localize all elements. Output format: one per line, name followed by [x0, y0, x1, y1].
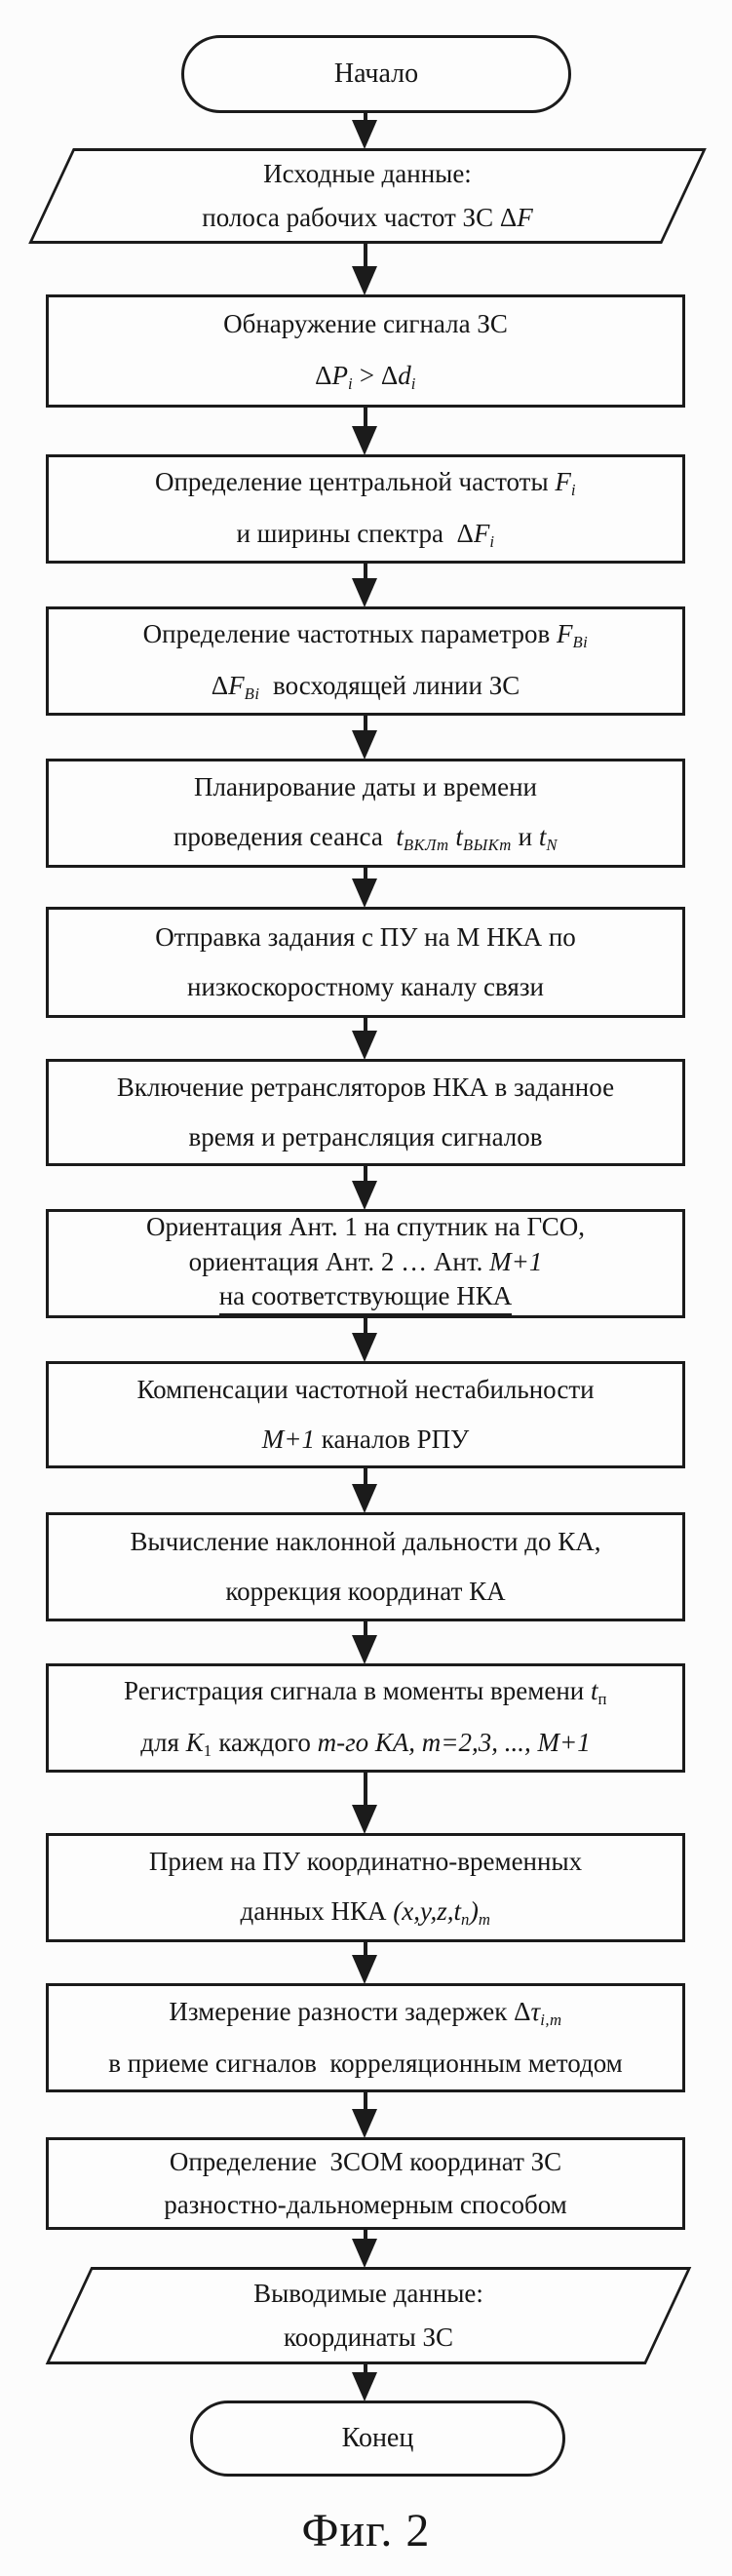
text-line: разностно-дальномерным способом — [164, 2189, 567, 2219]
arrowhead-icon — [352, 1031, 377, 1060]
text-line: проведения сеанса tВКЛm tВЫКm и tN — [173, 822, 559, 855]
arrowhead-icon — [352, 1484, 377, 1513]
text-line: Включение ретрансляторов НКА в заданное — [116, 1072, 615, 1102]
uplink-freq-process — [46, 606, 685, 716]
freq-compensation-process — [46, 1361, 685, 1468]
text-line: Отправка задания с ПУ на М НКА по — [155, 921, 576, 952]
text-line: низкоскоростному каналу связи — [187, 972, 544, 1001]
text-line: ориентация Ант. 2 … Ант. М+1 — [188, 1246, 543, 1276]
text-line: в приеме сигналов корреляционным методом — [108, 2048, 623, 2078]
delay-difference-process — [46, 1983, 685, 2092]
slant-range-process — [46, 1512, 685, 1621]
text-line: Обнаружение сигнала ЗС — [223, 309, 508, 339]
text-line: ΔFВi восходящей линии ЗС — [211, 671, 520, 704]
text-line: Ориентация Ант. 1 на спутник на ГСО, — [146, 1211, 585, 1241]
text-line: Выводимые данные: — [253, 2278, 483, 2308]
end-terminator — [190, 2400, 565, 2477]
session-planning-process — [46, 759, 685, 868]
text-line: для K1 каждого m-го КА, m=2,3, ..., М+1 — [140, 1728, 591, 1761]
center-freq-process — [46, 454, 685, 564]
arrowhead-icon — [352, 120, 377, 149]
arrowhead-icon — [352, 1805, 377, 1834]
arrowhead-icon — [352, 2372, 377, 2401]
task-upload-process — [46, 907, 685, 1018]
data-reception-process — [46, 1833, 685, 1942]
arrowhead-icon — [352, 1635, 377, 1664]
arrowhead-icon — [352, 426, 377, 455]
text-line: Конец — [341, 2422, 414, 2453]
text-line: Начало — [333, 58, 419, 89]
text-line: ΔPi > Δdi — [315, 361, 416, 394]
text-line: время и ретрансляция сигналов — [188, 1122, 543, 1151]
signal-recording-process — [46, 1663, 685, 1773]
text-line: Исходные данные: — [263, 158, 472, 188]
arrowhead-icon — [352, 2109, 377, 2138]
flow-arrow — [364, 1773, 367, 1808]
start-terminator — [181, 35, 571, 113]
text-line: Определение ЗСОМ координат ЗС — [169, 2147, 562, 2177]
antenna-orientation-process — [46, 1209, 685, 1318]
text-line: данных НКА (x,y,z,tn)m — [240, 1896, 491, 1930]
arrowhead-icon — [352, 1333, 377, 1362]
arrowhead-icon — [352, 1181, 377, 1210]
arrowhead-icon — [352, 878, 377, 908]
text-line: М+1 каналов РПУ — [261, 1425, 470, 1454]
text-line: и ширины спектра ΔFi — [236, 519, 495, 552]
text-line: Определение центральной частоты Fi — [154, 467, 577, 500]
repeater-on-process — [46, 1059, 685, 1166]
arrowhead-icon — [352, 2239, 377, 2268]
arrowhead-icon — [352, 266, 377, 295]
detect-signal-process — [46, 294, 685, 408]
text-line: Прием на ПУ координатно-временных — [148, 1847, 583, 1877]
text-line: Измерение разности задержек Δτi,m — [169, 1997, 562, 2030]
text-line: Планирование даты и времени — [194, 772, 537, 802]
text-line: Регистрация сигнала в моменты времени tп — [124, 1676, 607, 1709]
arrowhead-icon — [352, 730, 377, 760]
coordinates-determination-process — [46, 2137, 685, 2230]
text-line: Определение частотных параметров FВi — [142, 619, 589, 652]
text-line: Вычисление наклонной дальности до КА, — [130, 1526, 601, 1556]
text-line: полоса рабочих частот ЗС ΔF — [202, 203, 533, 232]
text-line: Компенсации частотной нестабильности — [136, 1374, 595, 1404]
arrowhead-icon — [352, 578, 377, 607]
input-data-io — [51, 148, 684, 244]
text-line: координаты ЗС — [283, 2322, 454, 2352]
text-line: коррекция координат КА — [225, 1577, 506, 1606]
arrowhead-icon — [352, 1955, 377, 1984]
text-line: на соответствующие НКА — [219, 1280, 513, 1316]
figure-caption: Фиг. 2 — [301, 2505, 431, 2556]
output-data-io — [68, 2267, 669, 2364]
